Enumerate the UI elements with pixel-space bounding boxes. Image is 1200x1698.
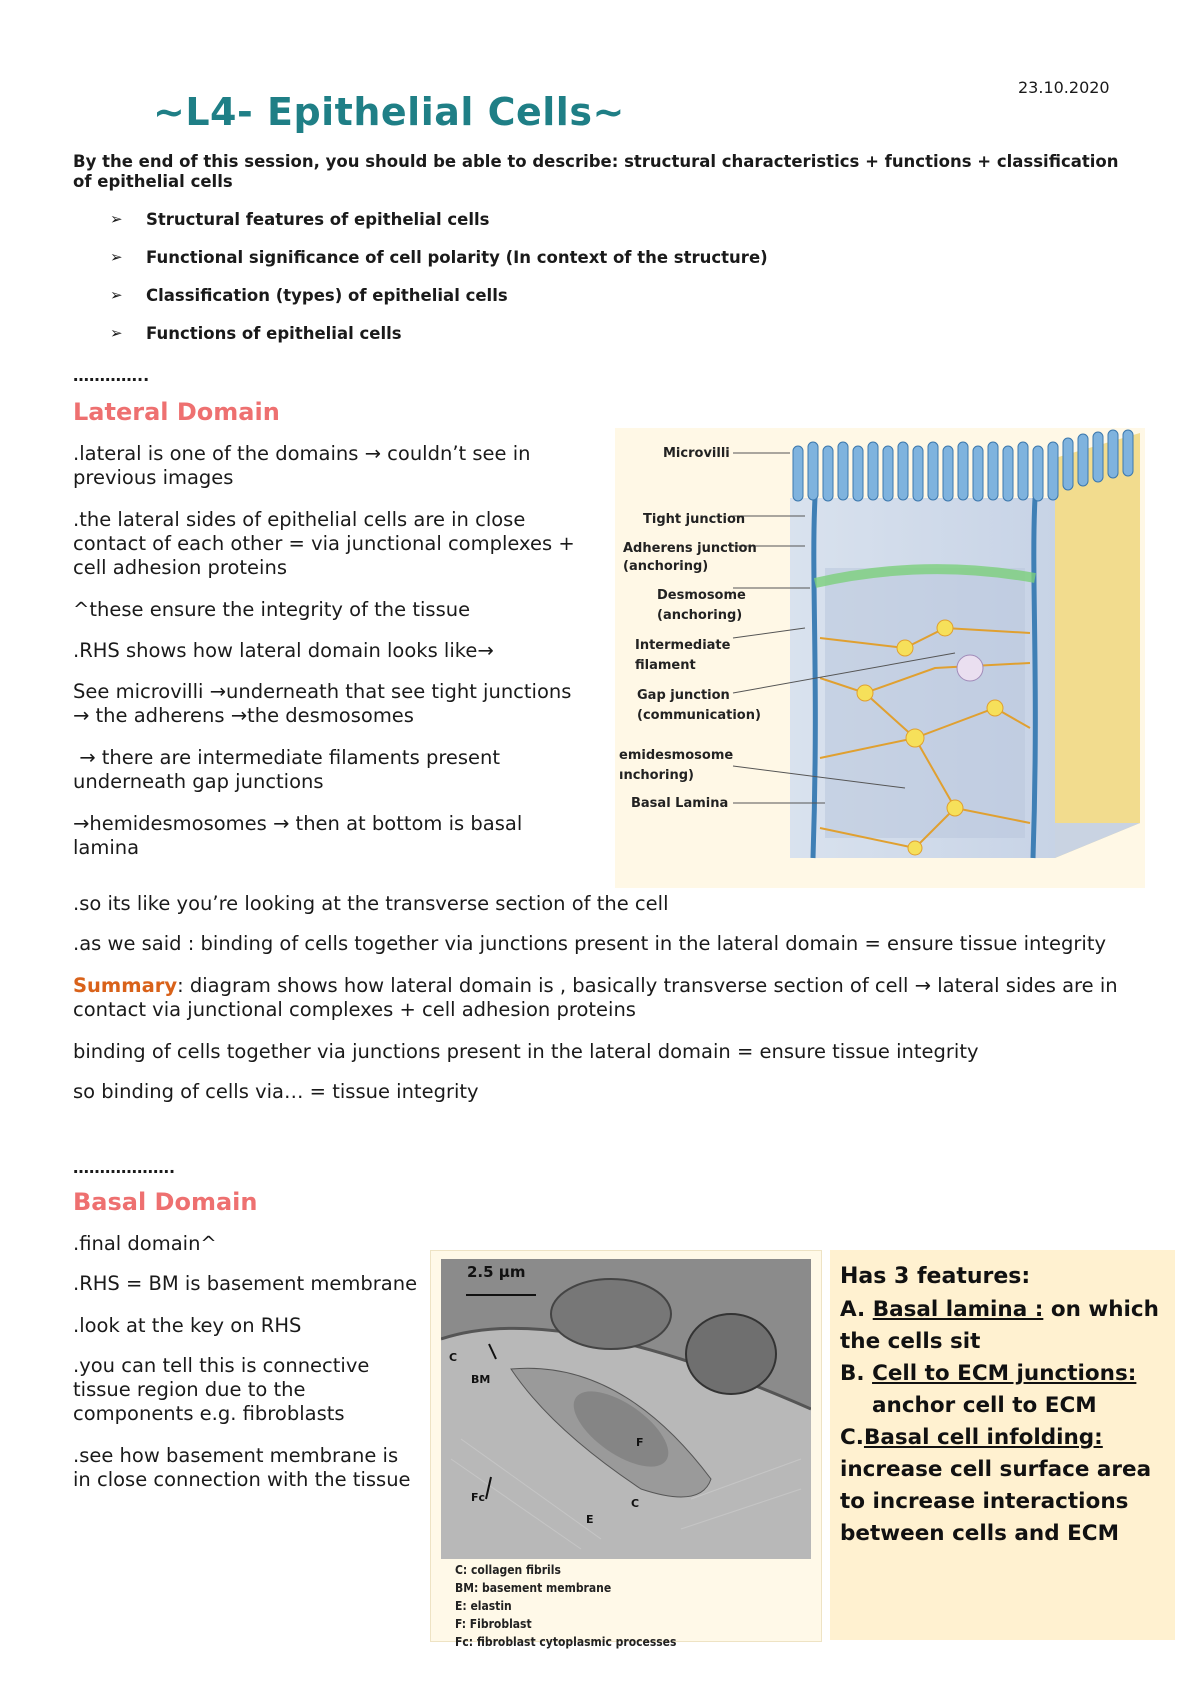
feature-a [840, 1294, 1170, 1358]
label-gap-junction [637, 686, 761, 726]
micro-label-e: E [586, 1513, 594, 1526]
paragraph: ^these ensure the integrity of the tissue [73, 598, 471, 621]
paragraph: →hemidesmosomes → then at bottom is basal lamina [73, 812, 523, 859]
lateral-heading: Lateral Domain [73, 398, 280, 426]
feature-letter: A. [840, 1297, 866, 1322]
label-desmosome-line2: (anchoring) [657, 608, 743, 623]
features-box [830, 1250, 1175, 1640]
label-tight-junction: Tight junction [643, 512, 746, 527]
feature-letter: C. [840, 1425, 864, 1450]
lateral-continued [73, 892, 1133, 1122]
list-item [110, 286, 768, 324]
paragraph: .the lateral sides of epithelial cells are in close contact of each other = via junctional complexes + cell adhesion proteins [73, 508, 575, 579]
label-gap-line2: (communication) [637, 708, 761, 723]
label-desmosome [657, 586, 746, 626]
basal-heading: Basal Domain [73, 1188, 258, 1216]
micrograph-panel [430, 1250, 822, 1649]
feature-c-desc: increase cell surface area to increase interactions between cells and ECM [840, 1425, 1159, 1546]
label-microvilli: Microvilli [663, 446, 730, 461]
paragraph: .you can tell this is connective tissue region due to the components e.g. fibroblasts [73, 1354, 370, 1425]
micro-label-f: F [636, 1436, 644, 1449]
paragraph: .RHS shows how lateral domain looks like→ [73, 639, 494, 662]
paragraph: binding of cells together via junctions present in the lateral domain = ensure tissue integrity [73, 1040, 979, 1063]
feature-c-term: Basal cell infolding: [863, 1425, 1103, 1450]
arrow-bullet-icon: ➢ [110, 248, 123, 266]
paragraph: so binding of cells via… = tissue integrity [73, 1080, 479, 1103]
arrow-bullet-icon: ➢ [110, 286, 123, 304]
feature-c [840, 1422, 1170, 1550]
feature-b [840, 1358, 1170, 1422]
paragraph: → there are intermediate filaments present underneath gap junctions [73, 746, 507, 793]
paragraph: .lateral is one of the domains → couldn’t see in previous images [73, 442, 531, 489]
key-item: F: Fibroblast [455, 1617, 532, 1631]
list-item [110, 248, 768, 286]
label-adherens [623, 540, 757, 576]
paragraph: See microvilli →underneath that see tight junctions → the adherens →the desmosomes [73, 680, 572, 727]
feature-a-desc: on which the cells sit [840, 1297, 1167, 1354]
label-hemidesmosome [619, 746, 733, 786]
label-hemi-line2: ınchoring) [619, 768, 694, 783]
key-item: C: collagen fibrils [455, 1563, 561, 1577]
features-title: Has 3 features: [840, 1264, 1031, 1289]
micro-label-c: C [449, 1351, 458, 1364]
list-item [110, 324, 768, 362]
separator-dots: ………….. [73, 366, 150, 385]
label-basal-lamina: Basal Lamina [631, 796, 729, 811]
paragraph: .so its like you’re looking at the transverse section of the cell [73, 892, 669, 915]
micro-label-fc: Fc [471, 1491, 486, 1504]
basal-text-block [73, 1232, 418, 1510]
objective-text: Classification (types) of epithelial cells [146, 286, 508, 305]
label-gap-line1: Gap junction [637, 688, 730, 703]
list-item [110, 210, 768, 248]
label-intermediate-line1: Intermediate [635, 638, 731, 653]
feature-a-term: Basal lamina : [872, 1297, 1044, 1322]
objectives-list [110, 210, 768, 362]
key-item: BM: basement membrane [455, 1581, 612, 1595]
date: 23.10.2020 [1018, 78, 1110, 97]
objective-text: Functions of epithelial cells [146, 324, 402, 343]
label-intermediate-line2: filament [635, 658, 696, 673]
summary-text: : diagram shows how lateral domain is , basically transverse section of cell → lateral sides are in contact via junctional complexes + cell adhesion proteins [73, 974, 1118, 1021]
key-item: E: elastin [455, 1599, 512, 1613]
arrow-bullet-icon: ➢ [110, 324, 123, 342]
paragraph: .look at the key on RHS [73, 1314, 302, 1337]
feature-letter: B. [840, 1361, 865, 1386]
label-hemi-line1: emidesmosome [619, 748, 734, 763]
micro-label-c2: C [631, 1497, 640, 1510]
feature-b-term: Cell to ECM junctions: [872, 1361, 1137, 1386]
label-adherens-line1: Adherens junction [623, 541, 757, 556]
scale-bar-label: 2.5 µm [467, 1263, 526, 1281]
paragraph: .final domain^ [73, 1232, 217, 1255]
feature-b-desc: anchor cell to ECM [872, 1393, 1097, 1418]
summary-paragraph [73, 974, 1133, 1022]
objective-text: Functional significance of cell polarity (In context of the structure) [146, 248, 768, 267]
lateral-text-block [73, 442, 603, 878]
objective-text: Structural features of epithelial cells [146, 210, 490, 229]
label-intermediate-filament [635, 636, 730, 676]
summary-label: Summary [73, 974, 178, 997]
intro-text: By the end of this session, you should be able to describe: structural characteristics + functions + classification of epithelial cells [73, 152, 1119, 191]
paragraph: .see how basement membrane is in close connection with the tissue [73, 1444, 411, 1491]
electron-micrograph [441, 1259, 811, 1559]
label-adherens-line2: (anchoring) [623, 559, 709, 574]
paragraph: .as we said : binding of cells together via junctions present in the lateral domain = ensure tissue integrity [73, 932, 1107, 955]
lateral-domain-diagram [615, 428, 1145, 888]
label-desmosome-line1: Desmosome [657, 588, 746, 603]
micro-label-bm: BM [471, 1373, 491, 1386]
separator-dots: ………………. [73, 1158, 176, 1177]
paragraph: .RHS = BM is basement membrane [73, 1272, 418, 1295]
key-item: Fc: fibroblast cytoplasmic processes [455, 1635, 677, 1649]
page-title: ~L4- Epithelial Cells~ [153, 90, 625, 134]
arrow-bullet-icon: ➢ [110, 210, 123, 228]
